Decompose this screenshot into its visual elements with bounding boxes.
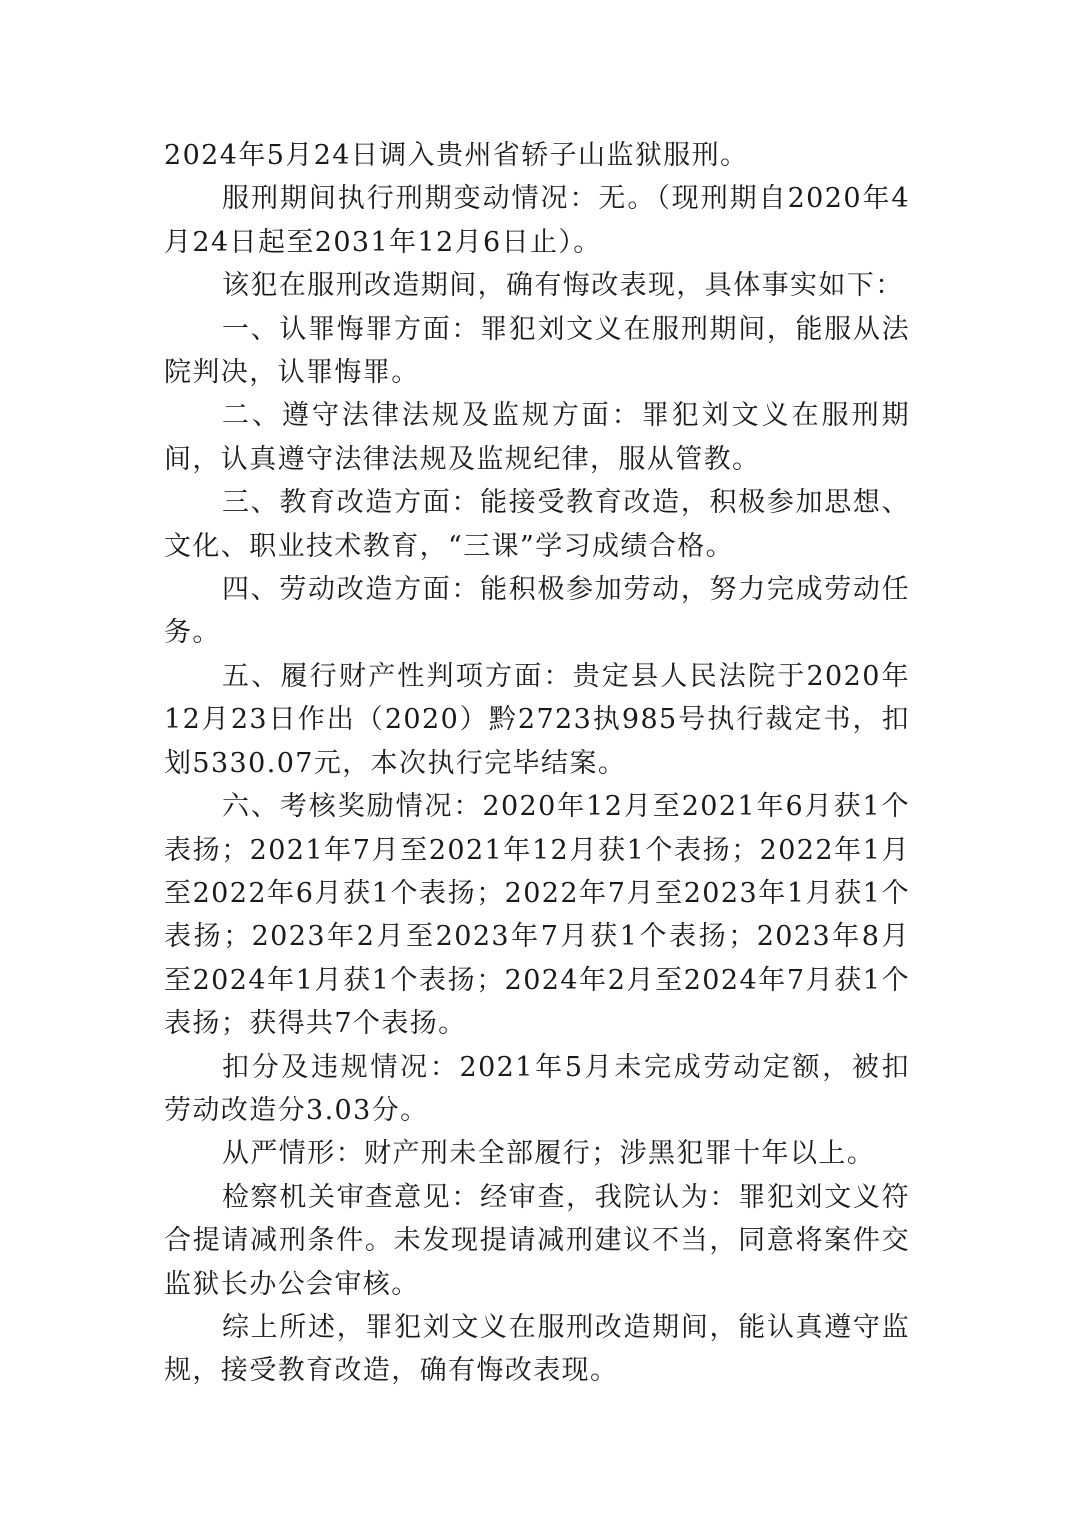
paragraph-rewards: 六、考核奖励情况：2020年12月至2021年6月获1个表扬；2021年7月至2021年12月获1个表扬；2022年1月至2022年6月获1个表扬；2022年7月至2023年1月获1个表扬；2023年2月至2023年7月获1个表扬；2023年8月至2024年1月获1个表扬；2024年2月至2024年7月获1个表扬；获得共7个表扬。 <box>164 791 910 1040</box>
paragraph-sentence-change: 服刑期间执行刑期变动情况：无。（现刑期自2020年4月24日起至2031年12月6日止）。 <box>164 183 910 258</box>
paragraph-law-compliance: 二、遵守法律法规及监规方面：罪犯刘文义在服刑期间，认真遵守法律法规及监规纪律，服从管教。 <box>164 400 910 475</box>
paragraph-property-judgment: 五、履行财产性判项方面：贵定县人民法院于2020年12月23日作出（2020）黔2723执985号执行裁定书，扣划5330.07元，本次执行完毕结案。 <box>164 660 910 779</box>
paragraph-guilt-acknowledgment: 一、认罪悔罪方面：罪犯刘文义在服刑期间，能服从法院判决，认罪悔罪。 <box>164 313 910 389</box>
paragraph-deductions: 扣分及违规情况：2021年5月未完成劳动定额，被扣劳动改造分3.03分。 <box>164 1051 910 1126</box>
paragraph-repentance-intro: 该犯在服刑改造期间，确有悔改表现，具体事实如下： <box>222 270 904 302</box>
paragraph-education-reform: 三、教育改造方面：能接受教育改造，积极参加思想、文化、职业技术教育，“三课”学习成绩合格。 <box>164 487 910 562</box>
paragraph-transfer-date: 2024年5月24日调入贵州省轿子山监狱服刑。 <box>164 140 749 171</box>
paragraph-labor-reform: 四、劳动改造方面：能积极参加劳动，努力完成劳动任务。 <box>164 574 910 649</box>
document-body <box>164 134 910 1393</box>
paragraph-strict-circumstances: 从严情形：财产刑未全部履行；涉黑犯罪十年以上。 <box>222 1138 876 1170</box>
paragraph-conclusion: 综上所述，罪犯刘文义在服刑改造期间，能认真遵守监规，接受教育改造，确有悔改表现。 <box>164 1311 910 1387</box>
paragraph-procuratorate-opinion: 检察机关审查意见：经审查，我院认为：罪犯刘文义符合提请减刑条件。未发现提请减刑建议不当，同意将案件交监狱长办公会审核。 <box>164 1181 910 1300</box>
